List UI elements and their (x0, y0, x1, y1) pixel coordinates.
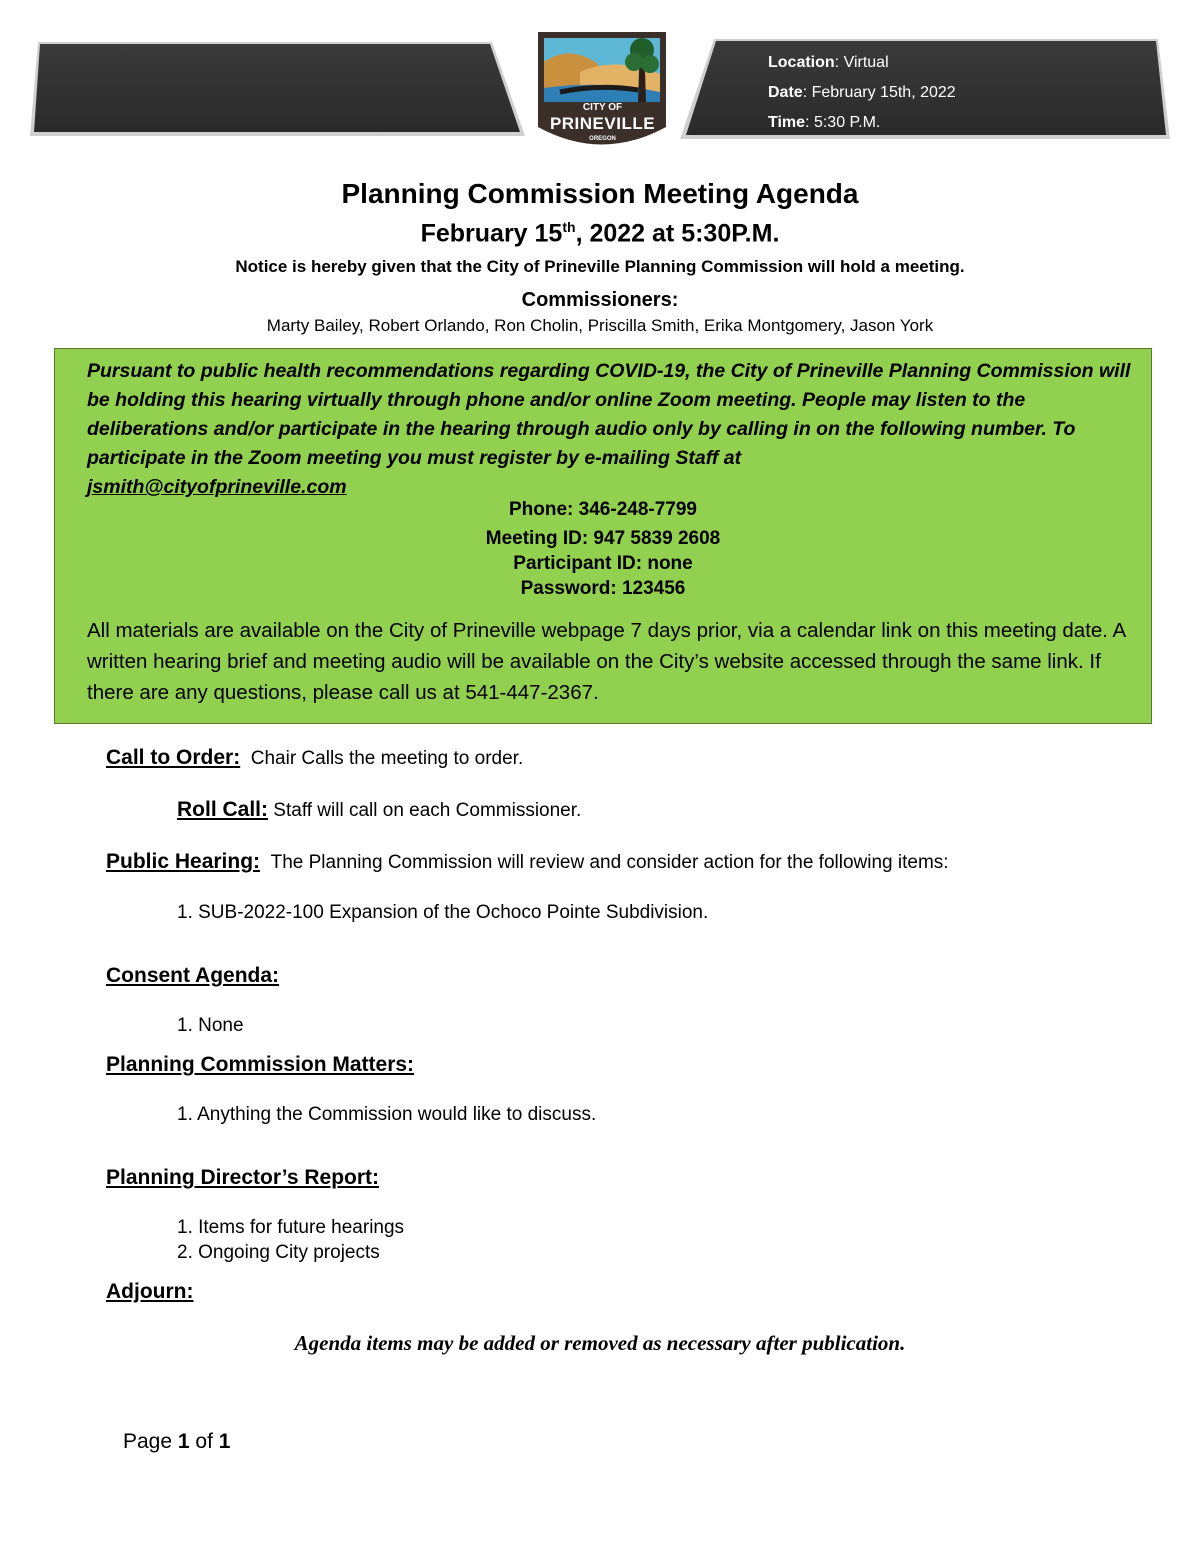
time-label: Time (768, 114, 806, 131)
roll-call-row (177, 798, 581, 822)
page-subtitle (0, 219, 1200, 248)
public-hearing-text: The Planning Commission will review and consider action for the following items: (270, 852, 949, 873)
location-value: Virtual (843, 54, 889, 71)
director-report-item-1: 1. Items for future hearings (177, 1217, 405, 1238)
public-hearing-row (106, 850, 949, 874)
subtitle-date: February 15 (420, 219, 563, 248)
header-meeting-info: Location: Virtual Date: February 15th, 2022 Time: 5:30 P.M. (768, 54, 956, 131)
location-label: Location (768, 54, 835, 71)
adjourn-heading: Adjourn: (106, 1280, 194, 1303)
call-to-order-text: Chair Calls the meeting to order. (250, 748, 524, 769)
page-prefix: Page (123, 1430, 173, 1453)
materials-paragraph: All materials are available on the City of Prineville webpage 7 days prior, via a calendar link on this meeting date. A written hearing brief and meeting audio will be available on the City’s website accessed through the same link. If there are any questions, please call us at 541-447-2367. (87, 619, 1126, 704)
public-hearing-item: 1. SUB-2022-100 Expansion of the Ochoco Pointe Subdivision. (177, 902, 709, 923)
page-number (123, 1430, 230, 1454)
page-of: of (195, 1430, 213, 1453)
commission-matters-item: 1. Anything the Commission would like to discuss. (177, 1104, 597, 1125)
participant-id: Participant ID: none (513, 553, 693, 574)
page-current: 1 (177, 1430, 190, 1453)
logo-text-city-of: CITY OF (582, 102, 623, 113)
subtitle-date-suffix: th (562, 219, 576, 235)
commissioners-heading: Commissioners: (521, 289, 679, 311)
director-report-item-2: 2. Ongoing City projects (177, 1242, 380, 1263)
call-to-order-heading: Call to Order: (106, 746, 241, 769)
time-value: 5:30 P.M. (813, 114, 881, 131)
consent-agenda-item: 1. None (177, 1015, 244, 1036)
commission-matters-heading: Planning Commission Matters: (106, 1053, 415, 1076)
page-total: 1 (218, 1430, 231, 1453)
public-hearing-heading: Public Hearing: (106, 850, 261, 873)
call-to-order-row (106, 746, 523, 770)
date-label: Date (768, 84, 803, 101)
logo-text-oregon: OREGON (589, 136, 616, 142)
phone-number: Phone: 346-248-7799 (509, 499, 697, 520)
consent-agenda-heading: Consent Agenda: (106, 964, 280, 987)
staff-email-link[interactable]: jsmith@cityofprineville.com (87, 476, 347, 498)
covid-notice-text: Pursuant to public health recommendations regarding COVID-19, the City of Prineville Planning Commission will be holding this hearing virtually through phone and/or online Zoom meeting. People may listen to the deliberations and/or participate in the hearing through audio only by calling in on the following number. To participate in the Zoom meeting you must register by e-mailing Staff at (87, 360, 1131, 469)
logo-text-prineville: PRINEVILLE (549, 114, 656, 133)
page-title: Planning Commission Meeting Agenda (341, 178, 859, 209)
footer-note: Agenda items may be added or removed as necessary after publication. (294, 1331, 906, 1355)
covid-notice-box (54, 348, 1152, 724)
date-value: February 15th, 2022 (811, 84, 956, 101)
commissioners-list: Marty Bailey, Robert Orlando, Ron Cholin, Priscilla Smith, Erika Montgomery, Jason York (266, 316, 934, 335)
director-report-heading: Planning Director’s Report: (106, 1166, 380, 1189)
header-banner-left (30, 40, 525, 138)
meeting-notice: Notice is hereby given that the City of Prineville Planning Commission will hold a meeting. (235, 257, 965, 276)
meeting-password: Password: 123456 (520, 578, 686, 599)
subtitle-time: , 2022 at 5:30P.M. (575, 219, 780, 248)
meeting-id: Meeting ID: 947 5839 2608 (485, 528, 721, 549)
roll-call-text: Staff will call on each Commissioner. (273, 800, 582, 821)
covid-notice-paragraph (87, 357, 1147, 502)
city-logo (520, 22, 685, 162)
roll-call-heading: Roll Call: (177, 798, 269, 821)
